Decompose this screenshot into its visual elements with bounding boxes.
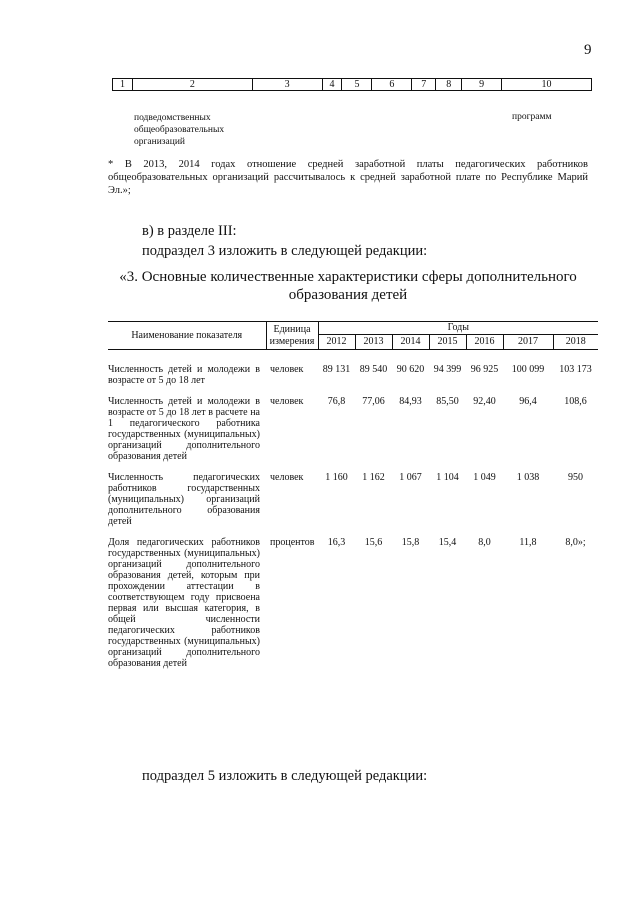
table-row bbox=[108, 472, 598, 527]
column-number-row bbox=[112, 78, 592, 91]
value-cell: 108,6 bbox=[564, 396, 587, 407]
value-cell: 96,4 bbox=[519, 396, 537, 407]
indicator-name: Численность педагогических работников государственных (муниципальных) организаций дополнительного образования детей bbox=[108, 472, 260, 527]
subsection-5-instruction: подраздел 5 изложить в следующей редакции: bbox=[142, 768, 428, 784]
value-cell: 92,40 bbox=[473, 396, 496, 407]
value-cell: 1 160 bbox=[325, 472, 348, 483]
value-cell: 90 620 bbox=[396, 364, 425, 375]
value-cell: 103 173 bbox=[559, 364, 592, 375]
header-year: 2015 bbox=[429, 335, 466, 350]
value-cell: 8,0»; bbox=[565, 537, 586, 548]
header-year: 2018 bbox=[553, 335, 598, 350]
table-row bbox=[108, 537, 598, 669]
header-year: 2017 bbox=[503, 335, 553, 350]
header-year: 2016 bbox=[466, 335, 503, 350]
indicator-name: Доля педагогических работников государственных (муниципальных) организаций дополнительного образования детей, которым при прохождении аттестации в соответствующем году присвоена первая или высшая категория, в общей численности педагогических работников государственных (муниципальных) организаций дополнительного образования детей bbox=[108, 537, 260, 669]
column-number: 9 bbox=[462, 79, 502, 91]
value-cell: 77,06 bbox=[362, 396, 385, 407]
value-cell: 8,0 bbox=[478, 537, 491, 548]
value-cell: 89 131 bbox=[322, 364, 351, 375]
value-cell: 96 925 bbox=[470, 364, 499, 375]
continuation-line: организаций bbox=[134, 137, 186, 147]
value-cell: 15,8 bbox=[401, 537, 420, 548]
value-cell: 100 099 bbox=[511, 364, 545, 375]
header-year: 2014 bbox=[392, 335, 429, 350]
value-cell: 11,8 bbox=[519, 537, 537, 548]
value-cell: 84,93 bbox=[399, 396, 422, 407]
value-cell: 89 540 bbox=[359, 364, 388, 375]
indicator-unit: человек bbox=[270, 364, 304, 375]
column-number: 6 bbox=[372, 79, 412, 91]
header-year: 2013 bbox=[355, 335, 392, 350]
value-cell: 76,8 bbox=[327, 396, 346, 407]
indicator-unit: процентов bbox=[270, 537, 315, 548]
column-number: 5 bbox=[342, 79, 372, 91]
continuation-text-right: программ bbox=[512, 112, 552, 122]
table-row bbox=[108, 364, 598, 386]
value-cell: 950 bbox=[568, 472, 584, 483]
indicator-unit: человек bbox=[270, 472, 304, 483]
value-cell: 16,3 bbox=[327, 537, 346, 548]
column-number: 3 bbox=[252, 79, 322, 91]
column-number: 7 bbox=[412, 79, 436, 91]
column-number: 1 bbox=[113, 79, 133, 91]
page-number: 9 bbox=[584, 42, 592, 58]
continuation-text-left bbox=[134, 112, 224, 148]
header-indicator-name: Наименование показателя bbox=[108, 322, 266, 350]
value-cell: 94 399 bbox=[433, 364, 462, 375]
header-years: Годы bbox=[318, 322, 598, 335]
value-cell: 1 049 bbox=[473, 472, 496, 483]
indicator-name: Численность детей и молодежи в возрасте от 5 до 18 лет в расчете на 1 педагогического работника государственных (муниципальных) организаций дополнительного образования детей bbox=[108, 396, 260, 462]
column-number: 4 bbox=[322, 79, 342, 91]
column-number: 10 bbox=[502, 79, 592, 91]
section-reference: в) в разделе III: bbox=[142, 223, 237, 239]
footnote: * В 2013, 2014 годах отношение средней заработной платы педагогических работников общеобразовательных организаций рассчитывалось к средней заработной плате по Республике Марий Эл.»; bbox=[108, 159, 588, 196]
header-year: 2012 bbox=[318, 335, 355, 350]
value-cell: 85,50 bbox=[436, 396, 459, 407]
continuation-line: подведомственных bbox=[134, 113, 211, 123]
continuation-line: общеобразовательных bbox=[134, 125, 225, 135]
indicator-name: Численность детей и молодежи в возрасте от 5 до 18 лет bbox=[108, 364, 260, 386]
indicator-unit: человек bbox=[270, 396, 304, 407]
value-cell: 1 162 bbox=[362, 472, 385, 483]
value-cell: 1 104 bbox=[436, 472, 459, 483]
value-cell: 1 067 bbox=[399, 472, 422, 483]
value-cell: 15,4 bbox=[438, 537, 457, 548]
value-cell: 1 038 bbox=[516, 472, 540, 483]
subsection-3-instruction: подраздел 3 изложить в следующей редакции: bbox=[142, 243, 428, 259]
column-number: 2 bbox=[132, 79, 252, 91]
header-unit: Единица измерения bbox=[266, 322, 318, 350]
section-heading: «3. Основные количественные характеристики сферы дополнительного образования детей bbox=[119, 269, 577, 303]
column-number: 8 bbox=[436, 79, 462, 91]
table-row bbox=[108, 396, 598, 462]
value-cell: 15,6 bbox=[364, 537, 383, 548]
characteristics-table bbox=[108, 321, 598, 669]
